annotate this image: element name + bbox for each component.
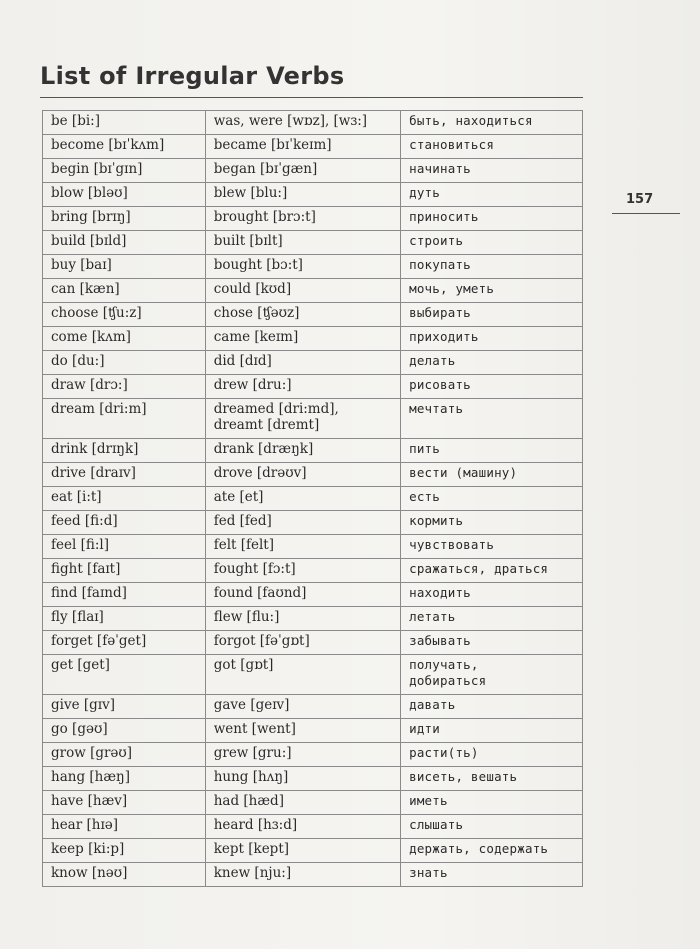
base-form-cell: go [gəʊ] [43, 719, 206, 743]
verb-row [43, 655, 583, 695]
translation-cell: забывать [401, 631, 583, 655]
translation-cell: висеть, вешать [401, 767, 583, 791]
base-form-cell: keep [ki:p] [43, 839, 206, 863]
title-underline [40, 97, 583, 98]
past-form-cell: dreamed [dri:md], dreamt [dremt] [205, 399, 400, 439]
translation-cell: получать, добираться [401, 655, 583, 695]
past-form-cell: went [went] [205, 719, 400, 743]
base-form-cell: drink [drɪŋk] [43, 439, 206, 463]
past-form-cell: forgot [fəˈgɒt] [205, 631, 400, 655]
past-form-cell: fought [fɔ:t] [205, 559, 400, 583]
verb-row [43, 767, 583, 791]
verb-row [43, 231, 583, 255]
base-form-cell: choose [ʧu:z] [43, 303, 206, 327]
verb-row [43, 511, 583, 535]
translation-cell: давать [401, 695, 583, 719]
translation-cell: знать [401, 863, 583, 887]
base-form-cell: become [bɪˈkʌm] [43, 135, 206, 159]
translation-cell: мочь, уметь [401, 279, 583, 303]
verb-row [43, 719, 583, 743]
past-form-cell: found [faʊnd] [205, 583, 400, 607]
base-form-cell: begin [bɪˈgɪn] [43, 159, 206, 183]
verb-row [43, 583, 583, 607]
base-form-cell: get [get] [43, 655, 206, 695]
verbs-table-body [43, 111, 583, 887]
past-form-cell: ate [et] [205, 487, 400, 511]
base-form-cell: blow [bləʊ] [43, 183, 206, 207]
verb-row [43, 559, 583, 583]
verb-row [43, 695, 583, 719]
base-form-cell: do [du:] [43, 351, 206, 375]
past-form-cell: heard [hɜ:d] [205, 815, 400, 839]
base-form-cell: fly [flaɪ] [43, 607, 206, 631]
verb-row [43, 863, 583, 887]
translation-cell: становиться [401, 135, 583, 159]
verb-row [43, 111, 583, 135]
translation-cell: мечтать [401, 399, 583, 439]
translation-cell: кормить [401, 511, 583, 535]
translation-cell: расти(ть) [401, 743, 583, 767]
base-form-cell: find [faɪnd] [43, 583, 206, 607]
verb-row [43, 439, 583, 463]
base-form-cell: give [gɪv] [43, 695, 206, 719]
translation-cell: находить [401, 583, 583, 607]
past-form-cell: drank [dræŋk] [205, 439, 400, 463]
past-form-cell: drove [drəʊv] [205, 463, 400, 487]
translation-cell: пить [401, 439, 583, 463]
translation-cell: приносить [401, 207, 583, 231]
verb-row [43, 255, 583, 279]
base-form-cell: know [nəʊ] [43, 863, 206, 887]
translation-cell: чувствовать [401, 535, 583, 559]
past-form-cell: brought [brɔ:t] [205, 207, 400, 231]
verb-row [43, 607, 583, 631]
translation-cell: строить [401, 231, 583, 255]
base-form-cell: bring [brɪŋ] [43, 207, 206, 231]
verb-row [43, 743, 583, 767]
base-form-cell: grow [grəʊ] [43, 743, 206, 767]
past-form-cell: drew [dru:] [205, 375, 400, 399]
translation-cell: летать [401, 607, 583, 631]
verb-row [43, 399, 583, 439]
translation-cell: выбирать [401, 303, 583, 327]
verb-row [43, 375, 583, 399]
verb-row [43, 535, 583, 559]
verb-row [43, 135, 583, 159]
past-form-cell: got [gɒt] [205, 655, 400, 695]
verb-row [43, 463, 583, 487]
past-form-cell: bought [bɔ:t] [205, 255, 400, 279]
base-form-cell: draw [drɔ:] [43, 375, 206, 399]
past-form-cell: hung [hʌŋ] [205, 767, 400, 791]
base-form-cell: have [hæv] [43, 791, 206, 815]
past-form-cell: kept [kept] [205, 839, 400, 863]
past-form-cell: had [hæd] [205, 791, 400, 815]
translation-cell: приходить [401, 327, 583, 351]
base-form-cell: hang [hæŋ] [43, 767, 206, 791]
base-form-cell: fight [faɪt] [43, 559, 206, 583]
page-number: 157 [626, 192, 654, 207]
translation-cell: быть, находиться [401, 111, 583, 135]
base-form-cell: feed [fi:d] [43, 511, 206, 535]
base-form-cell: build [bɪld] [43, 231, 206, 255]
translation-cell: сражаться, драться [401, 559, 583, 583]
past-form-cell: gave [geɪv] [205, 695, 400, 719]
translation-cell: начинать [401, 159, 583, 183]
verb-row [43, 815, 583, 839]
past-form-cell: could [kʊd] [205, 279, 400, 303]
verb-row [43, 183, 583, 207]
translation-cell: рисовать [401, 375, 583, 399]
past-form-cell: began [bɪˈgæn] [205, 159, 400, 183]
base-form-cell: come [kʌm] [43, 327, 206, 351]
past-form-cell: blew [blu:] [205, 183, 400, 207]
past-form-cell: built [bɪlt] [205, 231, 400, 255]
base-form-cell: hear [hɪə] [43, 815, 206, 839]
verb-row [43, 791, 583, 815]
verb-row [43, 159, 583, 183]
past-form-cell: flew [flu:] [205, 607, 400, 631]
verb-row [43, 487, 583, 511]
translation-cell: иметь [401, 791, 583, 815]
verb-row [43, 631, 583, 655]
past-form-cell: became [bɪˈkeɪm] [205, 135, 400, 159]
translation-cell: слышать [401, 815, 583, 839]
past-form-cell: was, were [wɒz], [wɜ:] [205, 111, 400, 135]
base-form-cell: eat [i:t] [43, 487, 206, 511]
verb-row [43, 279, 583, 303]
verb-row [43, 839, 583, 863]
verb-row [43, 351, 583, 375]
translation-cell: делать [401, 351, 583, 375]
past-form-cell: felt [felt] [205, 535, 400, 559]
base-form-cell: forget [fəˈget] [43, 631, 206, 655]
translation-cell: идти [401, 719, 583, 743]
base-form-cell: buy [baɪ] [43, 255, 206, 279]
base-form-cell: can [kæn] [43, 279, 206, 303]
irregular-verbs-table [42, 110, 583, 887]
base-form-cell: feel [fi:l] [43, 535, 206, 559]
translation-cell: есть [401, 487, 583, 511]
past-form-cell: fed [fed] [205, 511, 400, 535]
past-form-cell: knew [nju:] [205, 863, 400, 887]
translation-cell: держать, содержать [401, 839, 583, 863]
verb-row [43, 207, 583, 231]
past-form-cell: grew [gru:] [205, 743, 400, 767]
past-form-cell: came [keɪm] [205, 327, 400, 351]
translation-cell: покупать [401, 255, 583, 279]
translation-cell: вести (машину) [401, 463, 583, 487]
translation-cell: дуть [401, 183, 583, 207]
base-form-cell: drive [draɪv] [43, 463, 206, 487]
past-form-cell: did [dɪd] [205, 351, 400, 375]
page-title: List of Irregular Verbs [40, 62, 345, 90]
base-form-cell: be [bi:] [43, 111, 206, 135]
verb-row [43, 303, 583, 327]
verb-row [43, 327, 583, 351]
past-form-cell: chose [ʧəʊz] [205, 303, 400, 327]
page-number-rule [612, 213, 680, 214]
base-form-cell: dream [dri:m] [43, 399, 206, 439]
